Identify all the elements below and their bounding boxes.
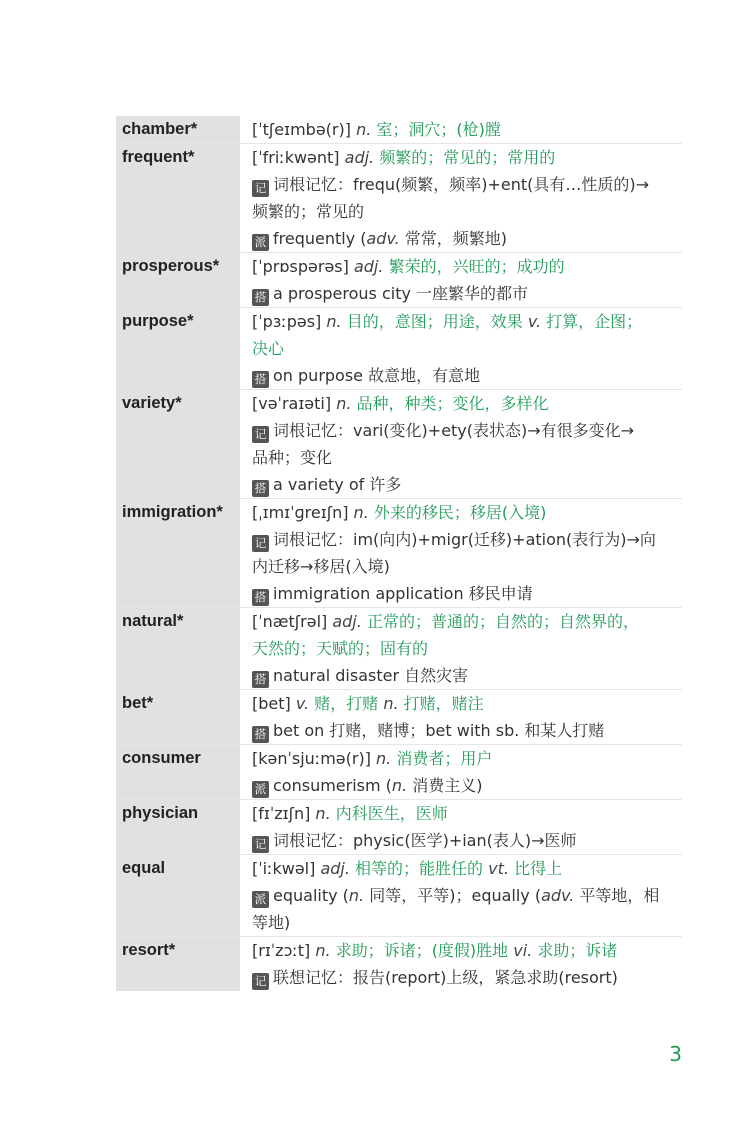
note-text: 等地)	[252, 913, 291, 932]
definition: 打算，企图；	[546, 312, 643, 331]
entry-physician	[116, 799, 682, 854]
part-of-speech: adj.	[332, 612, 362, 631]
definition-line	[252, 253, 682, 280]
definition: 决心	[252, 339, 285, 358]
part-of-speech: n.	[315, 941, 331, 960]
phonetic: [rɪˈzɔːt]	[252, 941, 311, 960]
note-text: equality (	[273, 886, 349, 905]
headword: natural*	[122, 612, 184, 630]
part-of-speech: n.	[391, 776, 408, 795]
part-of-speech: n.	[326, 312, 342, 331]
note-text: 同等，平等)；equally (	[364, 886, 542, 905]
vocabulary-table	[116, 116, 682, 991]
note-text: 平等地，相	[574, 886, 660, 905]
definition-line	[252, 335, 682, 362]
note-line	[252, 909, 682, 936]
phonetic: [ˈprɒspərəs]	[252, 257, 349, 276]
note-line	[252, 280, 682, 307]
entry-natural	[116, 607, 682, 689]
headword: frequent*	[122, 148, 195, 166]
phonetic: [ˈtʃeɪmbə(r)]	[252, 120, 351, 139]
memory-tag-icon: 记	[252, 836, 269, 853]
note-text: 联想记忆：报告(report)上级，紧急求助(resort)	[273, 968, 618, 987]
definition: 赌，打赌	[314, 694, 379, 713]
headword: variety*	[122, 394, 182, 412]
headword: purpose*	[122, 312, 194, 330]
part-of-speech: vi.	[513, 941, 533, 960]
phonetic: [fɪˈzɪʃn]	[252, 804, 311, 823]
definition: 比得上	[514, 859, 563, 878]
headword-cell	[116, 144, 240, 252]
note-line	[252, 964, 682, 991]
note-line	[252, 198, 682, 225]
entry-content	[252, 253, 682, 307]
phonetic: [ˈiːkwəl]	[252, 859, 316, 878]
note-line	[252, 717, 682, 744]
definition-line	[252, 690, 682, 717]
note-line	[252, 471, 682, 498]
memory-tag-icon: 记	[252, 180, 269, 197]
note-text: 常常，频繁地)	[399, 229, 508, 248]
part-of-speech: n.	[376, 749, 392, 768]
entry-content	[252, 745, 682, 799]
note-line	[252, 580, 682, 607]
definition: 室；洞穴；(枪)膛	[376, 120, 501, 139]
note-line	[252, 171, 682, 198]
phonetic: [vəˈraɪəti]	[252, 394, 332, 413]
definition-line	[252, 800, 682, 827]
entry-content	[252, 144, 682, 252]
definition-line	[252, 308, 682, 335]
note-text: 词根记忆：vari(变化)+ety(表状态)→有很多变化→	[273, 421, 635, 440]
definition: 天然的；天赋的；固有的	[252, 639, 429, 658]
derivative-tag-icon: 派	[252, 781, 269, 798]
collocation-tag-icon: 搭	[252, 671, 269, 688]
entry-content	[252, 116, 682, 143]
derivative-tag-icon: 派	[252, 234, 269, 251]
note-text: 词根记忆：physic(医学)+ian(表人)→医师	[273, 831, 577, 850]
definition: 消费者；用户	[396, 749, 493, 768]
phonetic: [kənˈsjuːmə(r)]	[252, 749, 371, 768]
headword: immigration*	[122, 503, 223, 521]
definition-line	[252, 390, 682, 417]
definition: 频繁的；常见的；常用的	[379, 148, 556, 167]
definition-line	[252, 745, 682, 772]
headword: equal	[122, 859, 166, 877]
headword-cell	[116, 937, 240, 991]
part-of-speech: adj.	[353, 257, 384, 276]
memory-tag-icon: 记	[252, 535, 269, 552]
entry-content	[252, 937, 682, 991]
note-text: 内迁移→移居(入境)	[252, 557, 390, 576]
part-of-speech: adv.	[366, 229, 400, 248]
note-text: consumerism (	[273, 776, 392, 795]
note-line	[252, 662, 682, 689]
part-of-speech: n.	[356, 120, 372, 139]
note-line	[252, 417, 682, 444]
phonetic: [bet]	[252, 694, 291, 713]
definition-line	[252, 635, 682, 662]
definition: 外来的移民；移居(入境)	[373, 503, 547, 522]
page-number: 3	[669, 1042, 682, 1066]
part-of-speech: adj.	[320, 859, 350, 878]
definition: 求助；诉诸；(度假)胜地	[335, 941, 509, 960]
entry-frequent	[116, 143, 682, 252]
phonetic: [ˈfriːkwənt]	[252, 148, 340, 167]
part-of-speech: n.	[353, 503, 369, 522]
entry-content	[252, 800, 682, 854]
note-line	[252, 444, 682, 471]
headword-cell	[116, 800, 240, 854]
headword-cell	[116, 308, 240, 389]
derivative-tag-icon: 派	[252, 891, 269, 908]
entry-content	[252, 499, 682, 607]
headword-cell	[116, 499, 240, 607]
headword-cell	[116, 690, 240, 744]
note-text: 消费主义)	[407, 776, 483, 795]
note-text: 品种；变化	[252, 448, 333, 467]
part-of-speech: v.	[527, 312, 542, 331]
memory-tag-icon: 记	[252, 973, 269, 990]
headword-cell	[116, 745, 240, 799]
entry-content	[252, 608, 682, 689]
note-text: a prosperous city 一座繁华的都市	[273, 284, 529, 303]
headword-cell	[116, 390, 240, 498]
definition-line	[252, 855, 682, 882]
entry-variety	[116, 389, 682, 498]
part-of-speech: adv.	[541, 886, 575, 905]
headword: resort*	[122, 941, 176, 959]
headword-cell	[116, 116, 240, 143]
note-line	[252, 225, 682, 252]
headword: bet*	[122, 694, 154, 712]
note-line	[252, 882, 682, 909]
entry-content	[252, 855, 682, 936]
collocation-tag-icon: 搭	[252, 289, 269, 306]
note-text: immigration application 移民申请	[273, 584, 533, 603]
entry-immigration	[116, 498, 682, 607]
note-text: a variety of 许多	[273, 475, 402, 494]
note-line	[252, 772, 682, 799]
collocation-tag-icon: 搭	[252, 726, 269, 743]
entry-consumer	[116, 744, 682, 799]
entry-prosperous	[116, 252, 682, 307]
note-line	[252, 526, 682, 553]
note-line	[252, 827, 682, 854]
note-text: on purpose 故意地，有意地	[273, 366, 481, 385]
entry-equal	[116, 854, 682, 936]
collocation-tag-icon: 搭	[252, 480, 269, 497]
definition: 目的，意图；用途，效果	[346, 312, 523, 331]
phonetic: [ˈnætʃrəl]	[252, 612, 328, 631]
phonetic: [ˈpɜːpəs]	[252, 312, 322, 331]
headword: prosperous*	[122, 257, 220, 275]
entry-content	[252, 390, 682, 498]
entry-bet	[116, 689, 682, 744]
definition-line	[252, 116, 682, 143]
definition: 打赌，赌注	[403, 694, 484, 713]
note-line	[252, 362, 682, 389]
headword-cell	[116, 608, 240, 689]
note-text: 词根记忆：frequ(频繁，频率)+ent(具有…性质的)→	[273, 175, 650, 194]
definition-line	[252, 937, 682, 964]
part-of-speech: n.	[336, 394, 352, 413]
memory-tag-icon: 记	[252, 426, 269, 443]
part-of-speech: n.	[315, 804, 331, 823]
headword-cell	[116, 855, 240, 936]
definition: 繁荣的，兴旺的；成功的	[388, 257, 565, 276]
headword: physician	[122, 804, 199, 822]
definition: 品种，种类；变化，多样化	[356, 394, 549, 413]
entry-resort	[116, 936, 682, 991]
part-of-speech: n.	[383, 694, 399, 713]
headword-cell	[116, 253, 240, 307]
note-text: bet on 打赌，赌博；bet with sb. 和某人打赌	[273, 721, 605, 740]
entry-content	[252, 308, 682, 389]
note-text: frequently (	[273, 229, 367, 248]
collocation-tag-icon: 搭	[252, 371, 269, 388]
definition: 相等的；能胜任的	[355, 859, 484, 878]
definition: 求助；诉诸	[537, 941, 618, 960]
part-of-speech: adj.	[344, 148, 375, 167]
definition-line	[252, 144, 682, 171]
note-text: natural disaster 自然灾害	[273, 666, 469, 685]
part-of-speech: n.	[348, 886, 365, 905]
headword: chamber*	[122, 120, 198, 138]
definition: 内科医生，医师	[335, 804, 448, 823]
headword: consumer	[122, 749, 201, 767]
note-text: 频繁的；常见的	[252, 202, 365, 221]
definition-line	[252, 608, 682, 635]
part-of-speech: v.	[295, 694, 310, 713]
entry-purpose	[116, 307, 682, 389]
definition-line	[252, 499, 682, 526]
collocation-tag-icon: 搭	[252, 589, 269, 606]
note-text: 词根记忆：im(向内)+migr(迁移)+ation(表行为)→向	[273, 530, 656, 549]
part-of-speech: vt.	[488, 859, 509, 878]
definition: 正常的；普通的；自然的；自然界的，	[366, 612, 639, 631]
note-line	[252, 553, 682, 580]
phonetic: [ˌɪmɪˈɡreɪʃn]	[252, 503, 349, 522]
entry-chamber	[116, 116, 682, 143]
entry-content	[252, 690, 682, 744]
